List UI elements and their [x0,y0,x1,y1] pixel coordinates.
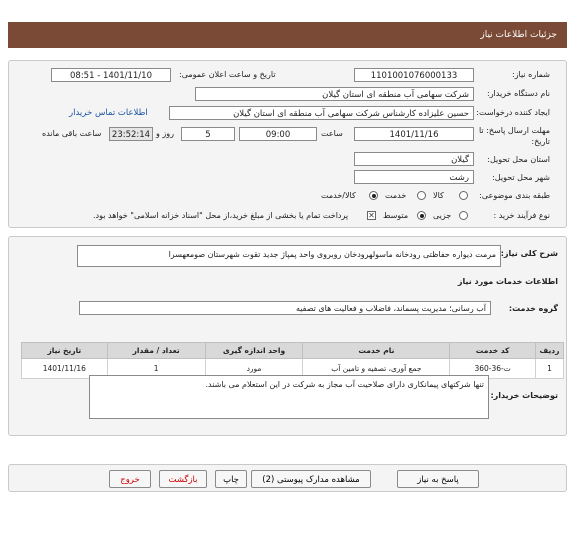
buyer-field[interactable]: شرکت سهامی آب منطقه ای استان گیلان [195,87,474,101]
creator-label: ایجاد کننده درخواست: [476,108,550,117]
province-field[interactable]: گیلان [354,152,474,166]
service-group-label: گروه خدمت: [508,304,558,313]
buyer-notes-label: توضیحات خریدار: [490,391,558,400]
services-table [21,342,564,379]
city-field[interactable]: رشت [354,170,474,184]
buyer-contact-link[interactable]: اطلاعات تماس خریدار [69,108,148,118]
need-number-field[interactable]: 1101001076000133 [354,68,474,82]
exit-button[interactable]: خروج [109,470,151,488]
deadline-date-field[interactable]: 1401/11/16 [354,127,474,141]
page-title-bar [8,22,567,48]
need-info-panel [8,60,567,228]
deadline-time-field[interactable]: 09:00 [239,127,317,141]
process-label: نوع فرآیند خرید : [493,211,550,220]
announce-date-field[interactable]: 1401/11/10 - 08:51 [51,68,171,82]
need-details-panel [8,236,567,436]
days-remaining-field[interactable]: 5 [181,127,235,141]
process-medium-radio[interactable] [417,211,426,220]
process-minor-radio[interactable] [459,211,468,220]
treasury-payment-note: پرداخت تمام یا بخشی از مبلغ خرید،از محل "اسناد خزانه اسلامی" خواهد بود. [93,211,349,220]
category-goods-radio[interactable] [459,191,468,200]
process-medium-label: متوسط [383,211,409,220]
service-group-field[interactable]: آب رسانی؛ مدیریت پسماند، فاضلاب و فعالیت های تصفیه [79,301,491,315]
col-code-header: کد خدمت [450,343,536,359]
col-qty-header: تعداد / مقدار [107,343,205,359]
category-service-label: خدمت [385,191,407,200]
view-attachments-button[interactable]: مشاهده مدارک پیوستی (2) [251,470,371,488]
treasury-payment-checkbox[interactable]: ✕ [368,211,375,220]
print-button[interactable]: چاپ [215,470,247,488]
service-name-cell: جمع آوری، تصفیه و تامین آب [303,359,450,379]
city-label: شهر محل تحویل: [492,173,550,182]
services-section-title: اطلاعات خدمات مورد نیاز [457,277,558,286]
col-date-header: تاریخ نیاز [22,343,108,359]
col-name-header: نام خدمت [303,343,450,359]
process-minor-label: جزیی [433,211,452,220]
deadline-hour-label: ساعت [321,129,343,138]
category-goods-service-radio[interactable] [369,191,378,200]
actions-bar [8,464,567,492]
category-label: طبقه بندی موضوعی: [479,191,550,200]
service-code-cell: ت-36-360 [450,359,536,379]
deadline-date-label: تاریخ: [531,137,550,146]
remaining-time-field: 23:52:14 [109,127,153,141]
category-service-radio[interactable] [417,191,426,200]
announce-date-label: تاریخ و ساعت اعلان عمومی: [179,70,276,79]
province-label: استان محل تحویل: [487,155,550,164]
category-goods-service-label: کالا/خدمت [321,191,356,200]
row-number-cell: 1 [535,359,563,379]
reply-button[interactable]: پاسخ به نیاز [397,470,479,488]
col-unit-header: واحد اندازه گیری [205,343,303,359]
buyer-notes-field[interactable]: تنها شرکتهای پیمانکاری دارای صلاحیت آب مجاز به شرکت در این استعلام می باشند. [89,375,489,419]
back-button[interactable]: بازگشت [159,470,207,488]
quantity-cell: 1 [107,359,205,379]
days-label: روز و [156,129,174,138]
need-number-label: شماره نیاز: [512,70,550,79]
need-date-cell: 1401/11/16 [22,359,108,379]
category-goods-label: کالا [433,191,444,200]
buyer-label: نام دستگاه خریدار: [487,89,550,98]
creator-field[interactable]: حسین علیزاده کارشناس شرکت سهامی آب منطقه ای استان گیلان [169,106,474,120]
summary-field[interactable]: مرمت دیواره حفاظتی رودخانه ماسولهرودخان روبروی واحد پمپاژ جدید تقوت شهرستان صومعهسرا [77,245,501,267]
summary-label: شرح کلی نیاز: [500,249,558,258]
col-row-header: ردیف [535,343,563,359]
deadline-label: مهلت ارسال پاسخ: تا [478,126,550,135]
page-title: جزئیات اطلاعات نیاز [480,30,557,40]
table-header-row [22,343,564,359]
unit-cell: مورد [205,359,303,379]
remaining-time-label: ساعت باقی مانده [42,129,102,138]
